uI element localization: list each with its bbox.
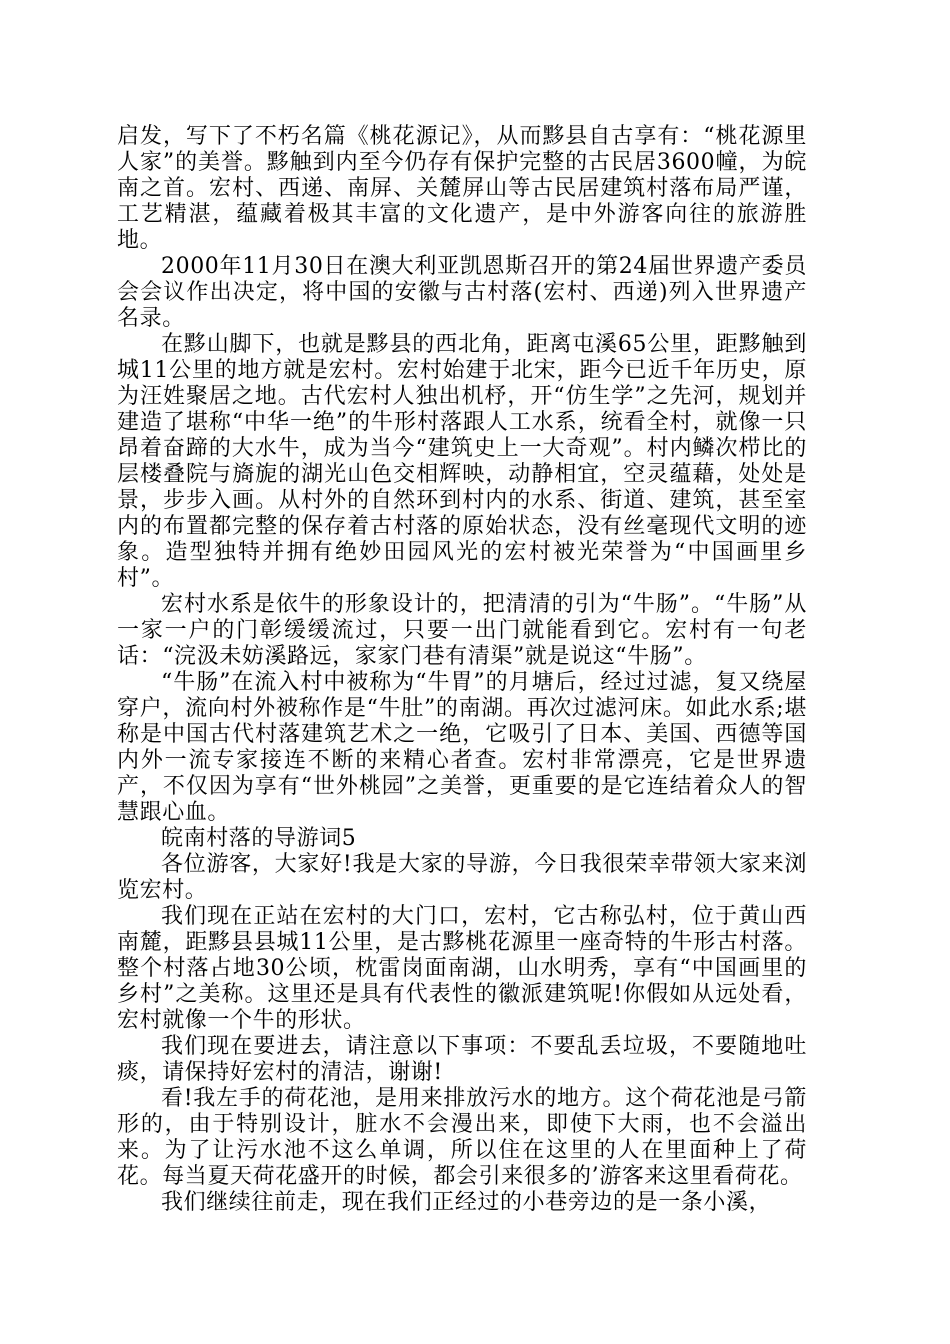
paragraph-8: 我们现在要进去，请注意以下事项：不要乱丢垃圾，不要随地吐痰，请保持好宏村的清洁，谢谢! xyxy=(117,1034,807,1085)
paragraph-5: “牛肠”在流入村中被称为“牛胃”的月塘后，经过过滤，复又绕屋穿户，流向村外被称作是“牛肚”的南湖。再次过滤河床。如此水系;堪称是中国古代村落建筑艺术之一绝，它吸引了日本、美国、西德等国内外一流专家接连不断的来精心者查。宏村非常漂亮，它是世界遗产，不仅因为享有“世外桃园”之美誉，更重要的是它连结着众人的智慧跟心血。 xyxy=(117,670,807,825)
paragraph-9: 看!我左手的荷花池，是用来排放污水的地方。这个荷花池是弓箭形的，由于特别设计，脏水不会漫出来，即使下大雨，也不会溢出来。为了让污水池不这么单调，所以住在这里的人在里面种上了荷花。每当夏天荷花盛开的时候，都会引来很多的’游客来这里看荷花。 xyxy=(117,1086,807,1189)
paragraph-4: 宏村水系是依牛的形象设计的，把清清的引为“牛肠”。“牛肠”从一家一户的门彰缓缓流过，只要一出门就能看到它。宏村有一句老话：“浣汲未妨溪路远，家家门巷有清渠”就是说这“牛肠”。 xyxy=(117,592,807,669)
paragraph-7: 我们现在正站在宏村的大门口，宏村，它古称弘村，位于黄山西南麓，距黟县县城11公里，是古黟桃花源里一座奇特的牛形古村落。整个村落占地30公顷，枕雷岗面南湖，山水明秀，享有“中国画里的乡村”之美称。这里还是具有代表性的徽派建筑呢!你假如从远处看，宏村就像一个牛的形状。 xyxy=(117,904,807,1033)
paragraph-6: 各位游客，大家好!我是大家的导游，今日我很荣幸带领大家来浏览宏村。 xyxy=(117,852,807,903)
paragraph-1: 启发，写下了不朽名篇《桃花源记》，从而黟县自古享有：“桃花源里人家”的美誉。黟触到内至今仍存有保护完整的古民居3600幢，为皖南之首。宏村、西递、南屏、关麓屏山等古民居建筑村落布局严谨，工艺精湛，蕴藏着极其丰富的文化遗产，是中外游客向往的旅游胜地。 xyxy=(117,124,807,253)
paragraph-2: 2000年11月30日在澳大利亚凯恩斯召开的第24届世界遗产委员会会议作出决定，将中国的安徽与古村落(宏村、西递)列入世界遗产名录。 xyxy=(117,254,807,331)
section-heading: 皖南村落的导游词5 xyxy=(161,826,357,851)
paragraph-10: 我们继续往前走，现在我们正经过的小巷旁边的是一条小溪， xyxy=(161,1190,772,1215)
paragraph-3: 在黟山脚下，也就是黟县的西北角，距离屯溪65公里，距黟触到城11公里的地方就是宏村。宏村始建于北宋，距今已近千年历史，原为汪姓聚居之地。古代宏村人独出机杼，开“仿生学”之先河，规划并建造了堪称“中华一绝”的牛形村落跟人工水系，统看全村，就像一只昂着奋蹄的大水牛，成为当今“建筑史上一大奇观”。村内鳞次栉比的层楼叠院与旖旎的湖光山色交相辉映，动静相宜，空灵蕴藉，处处是景，步步入画。从村外的自然环到村内的水系、街道、建筑，甚至室内的布置都完整的保存着古村落的原始状态，没有丝毫现代文明的迹象。造型独特并拥有绝妙田园风光的宏村被光荣誉为“中国画里乡村”。 xyxy=(117,332,807,591)
body-text xyxy=(117,124,807,1216)
